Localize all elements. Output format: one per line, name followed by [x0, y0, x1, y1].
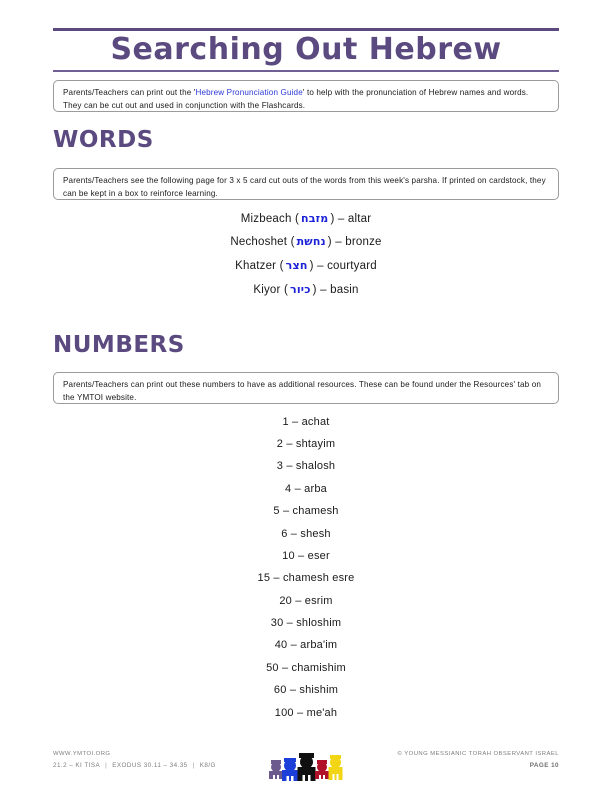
word-hebrew: כיור: [290, 282, 311, 296]
logo-figure-red: [315, 760, 329, 779]
hebrew-pronunciation-guide-link[interactable]: Hebrew Pronunciation Guide: [195, 88, 303, 97]
logo-figure-blue: [282, 758, 298, 781]
word-hebrew: נחשת: [296, 235, 326, 249]
number-row: 20 – esrim: [279, 594, 333, 607]
title-rule-bottom: [53, 70, 559, 72]
word-paren-close: ): [309, 259, 314, 272]
word-transliteration: Kiyor: [253, 283, 281, 296]
word-row: [0, 231, 612, 255]
word-transliteration: Nechoshet: [230, 236, 288, 249]
footer-scripture: EXODUS 30.11 – 34.35: [112, 761, 188, 769]
logo-figure-yellow: [329, 755, 343, 780]
page-title: Searching Out Hebrew: [110, 32, 502, 67]
section-heading-numbers: NUMBERS: [53, 332, 185, 358]
word-paren-close: ): [327, 236, 332, 249]
word-paren-close: ): [330, 212, 335, 225]
word-row: [0, 278, 612, 302]
number-row: 30 – shloshim: [270, 617, 342, 630]
logo-figure-black: [298, 753, 316, 781]
number-row: 5 – chamesh: [273, 505, 339, 518]
number-row: 6 – shesh: [281, 527, 331, 540]
intro-text-after: ' to help with the pronunciation of Hebrew names and words. They can be cut out and used in conjunction with the Flashcards.: [63, 88, 529, 110]
footer-parsha: 21.2 – KI TISA: [53, 761, 101, 769]
number-row: 3 – shalosh: [276, 460, 336, 473]
number-row: 10 – eser: [282, 549, 330, 562]
footer-grade: K8/G: [199, 761, 216, 769]
footer-reference-line: [53, 763, 216, 770]
footer-separator: |: [192, 761, 195, 769]
word-paren-open: (: [279, 259, 284, 272]
word-paren-open: (: [283, 283, 288, 296]
word-dash: –: [337, 212, 345, 225]
hebrew-number-list: [0, 411, 612, 724]
number-row: 100 – me'ah: [274, 706, 338, 719]
intro-info-box: [53, 80, 559, 112]
word-meaning: basin: [330, 283, 359, 296]
ymtoi-logo: [268, 750, 344, 784]
number-row: 1 – achat: [282, 415, 330, 428]
word-row: [0, 254, 612, 278]
word-transliteration: Mizbeach: [240, 212, 292, 225]
word-dash: –: [335, 236, 342, 249]
footer-page-number: PAGE 10: [529, 761, 559, 769]
word-paren-open: (: [294, 212, 299, 225]
word-paren-open: (: [290, 236, 295, 249]
section-heading-words: WORDS: [53, 127, 154, 153]
number-row: 50 – chamishim: [266, 661, 346, 674]
footer-separator: |: [105, 761, 108, 769]
words-info-box: Parents/Teachers see the following page for 3 x 5 card cut outs of the words from this week's parsha. If printed on cardstock, they can be kept in a box to reinforce learning.: [53, 168, 559, 200]
ymtoi-logo-icon: [268, 750, 344, 784]
word-transliteration: Khatzer: [235, 259, 277, 272]
number-row: 40 – arba'im: [274, 639, 338, 652]
footer-right-block: [398, 751, 559, 769]
footer-left-block: [53, 751, 216, 769]
intro-text-before: Parents/Teachers can print out the ': [63, 88, 196, 97]
footer-website[interactable]: WWW.YMTOI.ORG: [53, 751, 111, 757]
word-hebrew: חצר: [285, 258, 308, 272]
title-block: [53, 28, 559, 72]
word-meaning: bronze: [345, 236, 382, 249]
number-row: 15 – chamesh esre: [257, 572, 355, 585]
number-row: 60 – shishim: [273, 684, 339, 697]
hebrew-word-list: [0, 207, 612, 302]
word-row: [0, 207, 612, 231]
number-row: 2 – shtayim: [276, 438, 336, 451]
word-hebrew: מזבח: [301, 211, 329, 225]
word-meaning: courtyard: [327, 259, 377, 272]
numbers-info-box: Parents/Teachers can print out these numbers to have as additional resources. These can be found under the Resources' tab on the YMTOI website.: [53, 372, 559, 404]
number-row: 4 – arba: [285, 482, 327, 495]
word-dash: –: [320, 283, 327, 296]
word-meaning: altar: [347, 212, 372, 225]
logo-figure-purple: [269, 760, 283, 779]
word-dash: –: [317, 259, 324, 272]
footer-copyright: © YOUNG MESSIANIC TORAH OBSERVANT ISRAEL: [397, 751, 559, 757]
word-paren-close: ): [312, 283, 317, 296]
